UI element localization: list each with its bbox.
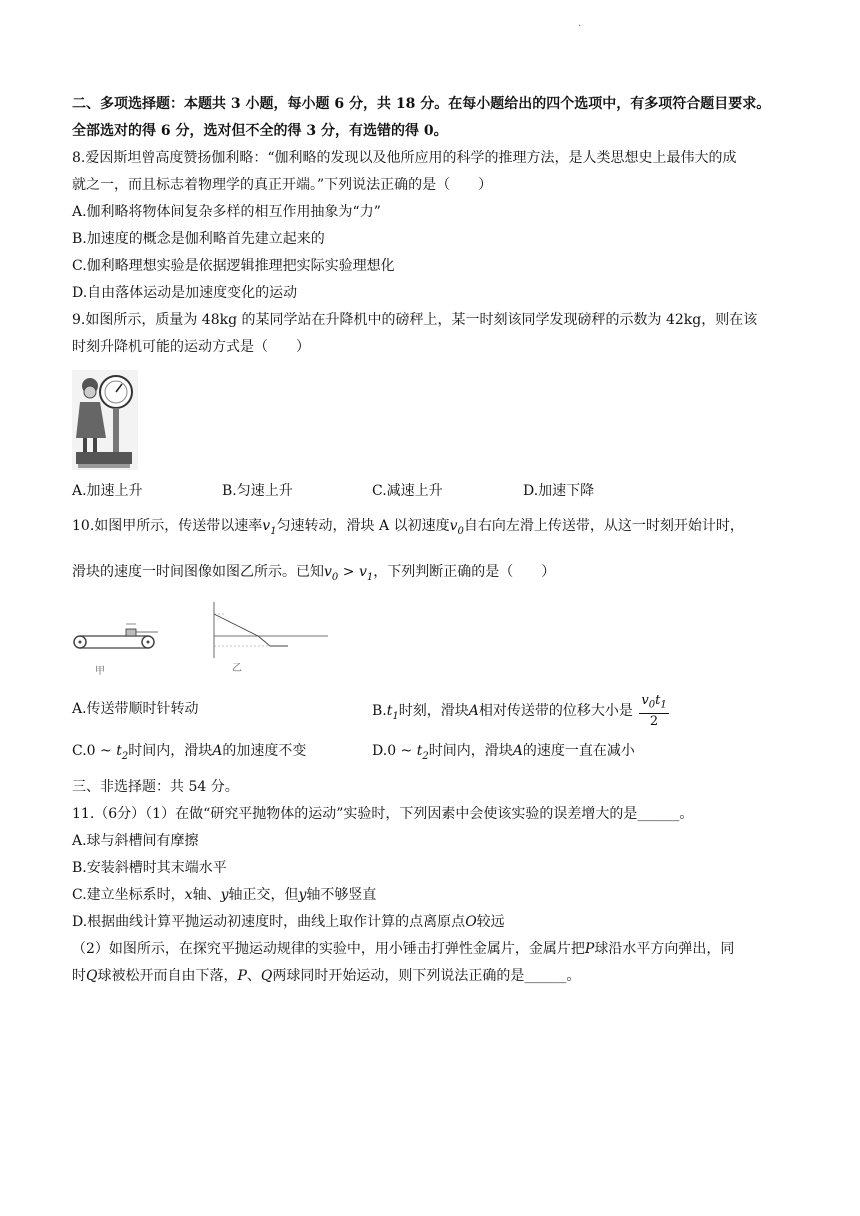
range-symbol: 0 ~ xyxy=(387,743,417,759)
q11-option-d: D.根据曲线计算平抛运动初速度时，曲线上取作计算的点离原点O较远 xyxy=(72,914,505,930)
q8-option-a: A.伽利略将物体间复杂多样的相互作用抽象为“力” xyxy=(72,204,381,220)
q10-stem2-text-b: ，下列判断正确的是（ ） xyxy=(373,564,556,580)
q8-stem-line2: 就之一，而且标志着物理学的真正开端。”下列说法正确的是（ ） xyxy=(72,177,493,193)
q9-figure-girl-on-scale xyxy=(72,370,138,470)
fig-label-jia: 甲 xyxy=(95,666,105,677)
q10-figure-vt-graph xyxy=(196,600,331,662)
v0t1-over-2-fraction: $\frac{v_0t_1}{2}$ xyxy=(641,693,667,729)
q10-stem-line2 xyxy=(72,562,555,588)
gt-symbol: > xyxy=(338,564,359,580)
q10-stem1-text-a: 10.如图甲所示，传送带以速率 xyxy=(72,518,263,534)
q11-stem-line1: 11.（6分）（1）在做“研究平抛物体的运动”实验时，下列因素中会使该实验的误差增大的是______。 xyxy=(72,806,694,822)
q9-stem-line1: 9.如图所示，质量为 48kg 的某同学站在升降机中的磅秤上，某一时刻该同学发现磅秤的示数为 42kg，则在该 xyxy=(72,312,758,328)
girl-on-scale-illustration xyxy=(72,370,138,470)
q10-option-a: A.传送带顺时针转动 xyxy=(72,701,199,717)
q8-option-d: D.自由落体运动是加速度变化的运动 xyxy=(72,285,298,301)
section3-title: 三、非选择题：共 54 分。 xyxy=(72,779,239,795)
q10-option-c: C.0 ~ $t_2$时间内，滑块A的加速度不变 xyxy=(72,743,307,762)
q8-stem-line1: 8.爱因斯坦曾高度赞扬伽利略：“伽利略的发现以及他所应用的科学的推理方法，是人类思想史上最伟大的成 xyxy=(72,150,737,166)
q11-part2-line1: （2）如图所示，在探究平抛运动规律的实验中，用小锤击打弹性金属片，金属片把P球沿水平方向弹出，同 xyxy=(72,941,735,957)
q10-stem-line1 xyxy=(72,516,744,542)
q11-option-b: B.安装斜槽时其末端水平 xyxy=(72,860,227,876)
header-mark: . xyxy=(578,18,582,29)
range-symbol: 0 ~ xyxy=(86,743,117,759)
q10-figure-conveyor xyxy=(70,612,170,672)
q10-stem1-text-c: 自右向左滑上传送带，从这一时刻开始计时， xyxy=(463,518,744,534)
t2-symbol: $t_2$ xyxy=(416,743,429,762)
vt-graph-diagram xyxy=(196,600,331,662)
t1-symbol: $t_1$ xyxy=(386,702,399,722)
v0-symbol: $v_0$ xyxy=(449,518,464,537)
q8-option-c: C.伽利略理想实验是依据逻辑推理把实际实验理想化 xyxy=(72,258,395,274)
section2-line2: 全部选对的得 6 分，选对但不全的得 3 分，有选错的得 0。 xyxy=(72,123,448,139)
section2-line1: 二、多项选择题：本题共 3 小题，每小题 6 分，共 18 分。在每小题给出的四个选项中，有多项符合题目要求。 xyxy=(72,96,771,112)
q9-stem-line2: 时刻升降机可能的运动方式是（ ） xyxy=(72,339,310,355)
q11-option-a: A.球与斜槽间有摩擦 xyxy=(72,833,199,849)
conveyor-belt-diagram xyxy=(70,612,170,672)
fig-label-yi: 乙 xyxy=(232,663,242,674)
q9-option-a: A.加速上升 xyxy=(72,483,143,499)
q9-option-d: D.加速下降 xyxy=(523,483,595,499)
block-a-symbol: A xyxy=(468,702,479,719)
v1-symbol: $v_1$ xyxy=(262,518,277,537)
q9-option-c: C.减速上升 xyxy=(372,483,443,499)
q10-option-b: $B.t_1$时刻，滑块A相对传送带的位移大小是 $\frac{v_0t_1}{2}$ xyxy=(372,693,667,729)
q8-option-b: B.加速度的概念是伽利略首先建立起来的 xyxy=(72,231,325,247)
q10-option-d: D.0 ~ $t_2$时间内，滑块A的速度一直在减小 xyxy=(372,743,635,762)
q11-option-c: C.建立坐标系时，x轴、y轴正交，但y轴不够竖直 xyxy=(72,887,377,903)
t2-symbol: $t_2$ xyxy=(116,743,129,762)
v0-symbol: $v_0$ xyxy=(324,564,339,583)
q11-part2-line2: 时Q球被松开而自由下落，P、Q两球同时开始运动，则下列说法正确的是______。 xyxy=(72,968,581,984)
q9-option-b: B.匀速上升 xyxy=(222,483,293,499)
q10-stem1-text-b: 匀速转动，滑块 A 以初速度 xyxy=(276,518,450,534)
v1-symbol: $v_1$ xyxy=(358,564,374,583)
q10-stem2-text-a: 滑块的速度一时间图像如图乙所示。已知 xyxy=(72,564,324,580)
